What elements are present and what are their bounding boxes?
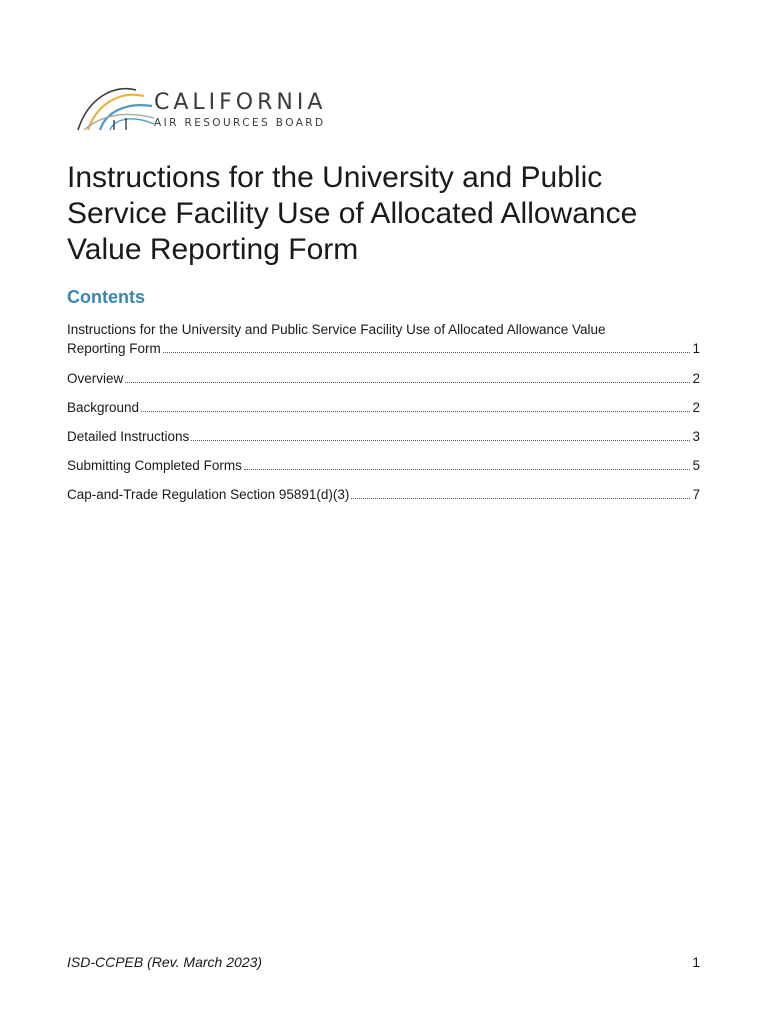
- toc-leader-dots: [163, 352, 691, 353]
- table-of-contents: [67, 320, 700, 514]
- toc-link-overview[interactable]: [67, 369, 700, 388]
- toc-entry-page: 2: [692, 400, 700, 415]
- document-title: Instructions for the University and Public Service Facility Use of Allocated Allowance Value Reporting Form: [67, 161, 638, 266]
- logo-subtitle: AIR RESOURCES BOARD: [154, 117, 326, 129]
- toc-link-cap-and-trade-regulation[interactable]: [67, 485, 700, 504]
- toc-leader-dots: [125, 382, 690, 383]
- toc-entry-page: 7: [692, 487, 700, 502]
- toc-entry-label: Reporting Form: [67, 341, 161, 356]
- toc-leader-dots: [351, 498, 690, 499]
- toc-leader-dots: [244, 469, 691, 470]
- toc-entry-label: Overview: [67, 371, 124, 386]
- toc-leader-dots: [141, 411, 690, 412]
- toc-entry-label: Detailed Instructions: [67, 429, 190, 444]
- footer-form-id: ISD-CCPEB (Rev. March 2023): [67, 954, 263, 970]
- carb-logo: [74, 80, 334, 132]
- toc-entry-label: Cap-and-Trade Regulation Section 95891(d)(3): [67, 487, 350, 502]
- logo-name: CALIFORNIA: [154, 90, 327, 115]
- toc-link-background[interactable]: [67, 398, 700, 417]
- toc-entry-page: 2: [692, 371, 700, 386]
- toc-link-detailed-instructions[interactable]: [67, 427, 700, 446]
- toc-entry-label: Background: [67, 400, 140, 415]
- footer-page-number: 1: [692, 954, 700, 970]
- toc-entry-page: 5: [692, 458, 700, 473]
- carb-logo-arcs-icon: [74, 80, 156, 132]
- toc-link-reporting-form[interactable]: [67, 320, 700, 359]
- toc-entry-page: 3: [692, 429, 700, 444]
- toc-link-submitting-completed-forms[interactable]: [67, 456, 700, 475]
- contents-heading: Contents: [67, 287, 145, 307]
- toc-entry-label: Submitting Completed Forms: [67, 458, 242, 473]
- toc-entry-label-line1: Instructions for the University and Public Service Facility Use of Allocated Allowance Value: [67, 322, 606, 337]
- toc-entry-page: 1: [692, 341, 700, 356]
- toc-leader-dots: [191, 440, 690, 441]
